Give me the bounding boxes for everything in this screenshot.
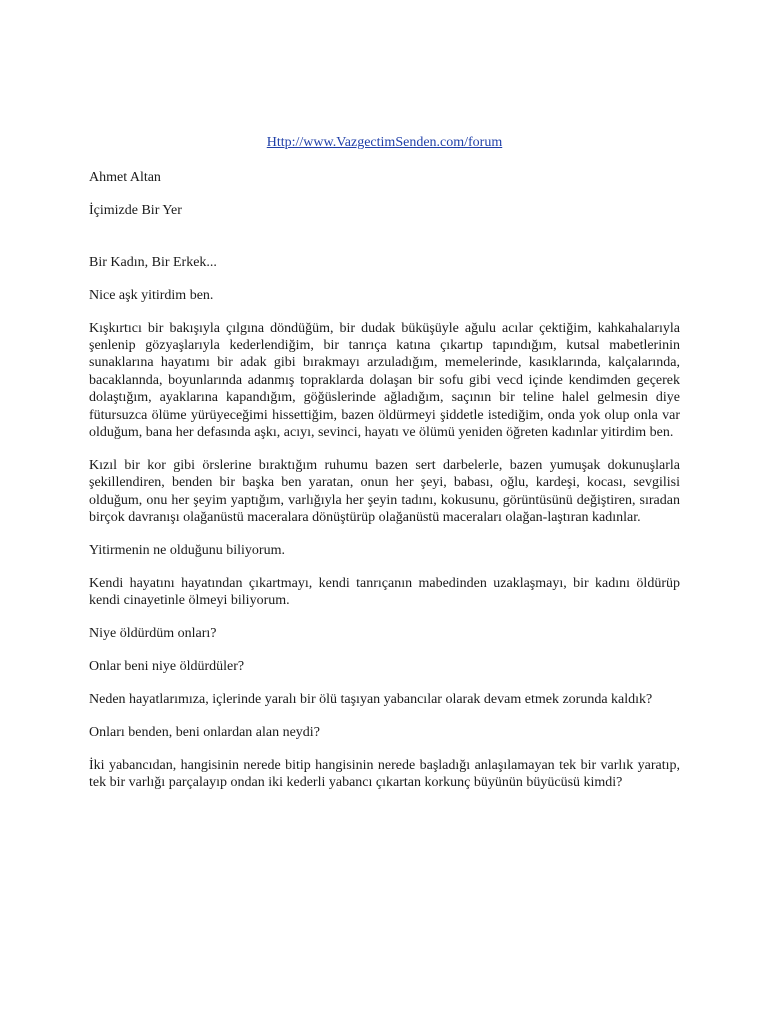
paragraph: Kışkırtıcı bir bakışıyla çılgına döndüğüm, bir dudak büküşüyle ağulu acılar çektiğim, kahkahalarıyla şenlenip gözyaşlarıyla kederlendiğim, bir tanrıça katına çıkartıp tapındığım, kutsal mabetlerinin sunaklarına hayatımı bir adak gibi bırakmayı arzuladığım, memelerinde, kasıklarında, kalçalarında, bacaklannda, boyunlarında adanmış topraklarda dolaşan bir sofu gibi vecd içinde kendimden geçerek dolaştığım, ayaklarına kapandığım, göğüslerinde ağladığım, saçının bir teline halel gelmesin diye fütursuzca ölüme yürüyeceğimi hissettiğim, bazen öldürmeyi şiddetle istediğim, onda yok olup onla var olduğum, bana her defasında aşkı, acıyı, sevinci, hayatı ve ölümü yeniden öğreten kadınlar yitirdim ben.	[89, 320, 680, 440]
paragraph: İki yabancıdan, hangisinin nerede bitip hangisinin nerede başladığı anlaşılamayan tek bir varlık yaratıp, tek bir varlığı parçalayıp ondan iki kederli yabancı çıkartan korkunç büyünün büyücüsü kimdi?	[89, 757, 680, 791]
chapter-title: Bir Kadın, Bir Erkek...	[89, 254, 217, 270]
document-body	[89, 134, 680, 807]
paragraph: Onlar beni niye öldürdüler?	[89, 659, 245, 675]
paragraph: Neden hayatlarımıza, içlerinde yaralı bir ölü taşıyan yabancılar olarak devam etmek zorunda kaldık?	[89, 692, 653, 708]
forum-url-link[interactable]: Http://www.VazgectimSenden.com/forum	[266, 135, 503, 150]
author-name: Ahmet Altan	[89, 170, 161, 186]
book-title: İçimizde Bir Yer	[89, 203, 182, 219]
paragraph: Onları benden, beni onlardan alan neydi?	[89, 724, 320, 740]
paragraph: Yitirmenin ne olduğunu biliyorum.	[89, 543, 285, 558]
paragraph: Kendi hayatını hayatından çıkartmayı, kendi tanrıçanın mabedinden uzaklaşmayı, bir kadını öldürüp kendi cinayetinle ölmeyi biliyorum.	[89, 575, 680, 609]
paragraph: Kızıl bir kor gibi örslerine bıraktığım ruhumu bazen sert darbelerle, bazen yumuşak dokunuşlarla şekillendiren, benden bir başka ben yaratan, onun her şeyi, babası, oğlu, kardeşi, kocası, sevgilisi olduğum, onu her şeyim yaptığım, varlığıyla her şeyin tadını, kokusunu, görüntüsünü değiştiren, sıradan birçok davranışı olağanüstü maceralara dönüştürüp olağanüstü maceraları olağan-laştıran kadınlar.	[89, 457, 680, 526]
paragraph: Nice aşk yitirdim ben.	[89, 287, 214, 303]
paragraph: Niye öldürdüm onları?	[89, 626, 217, 642]
